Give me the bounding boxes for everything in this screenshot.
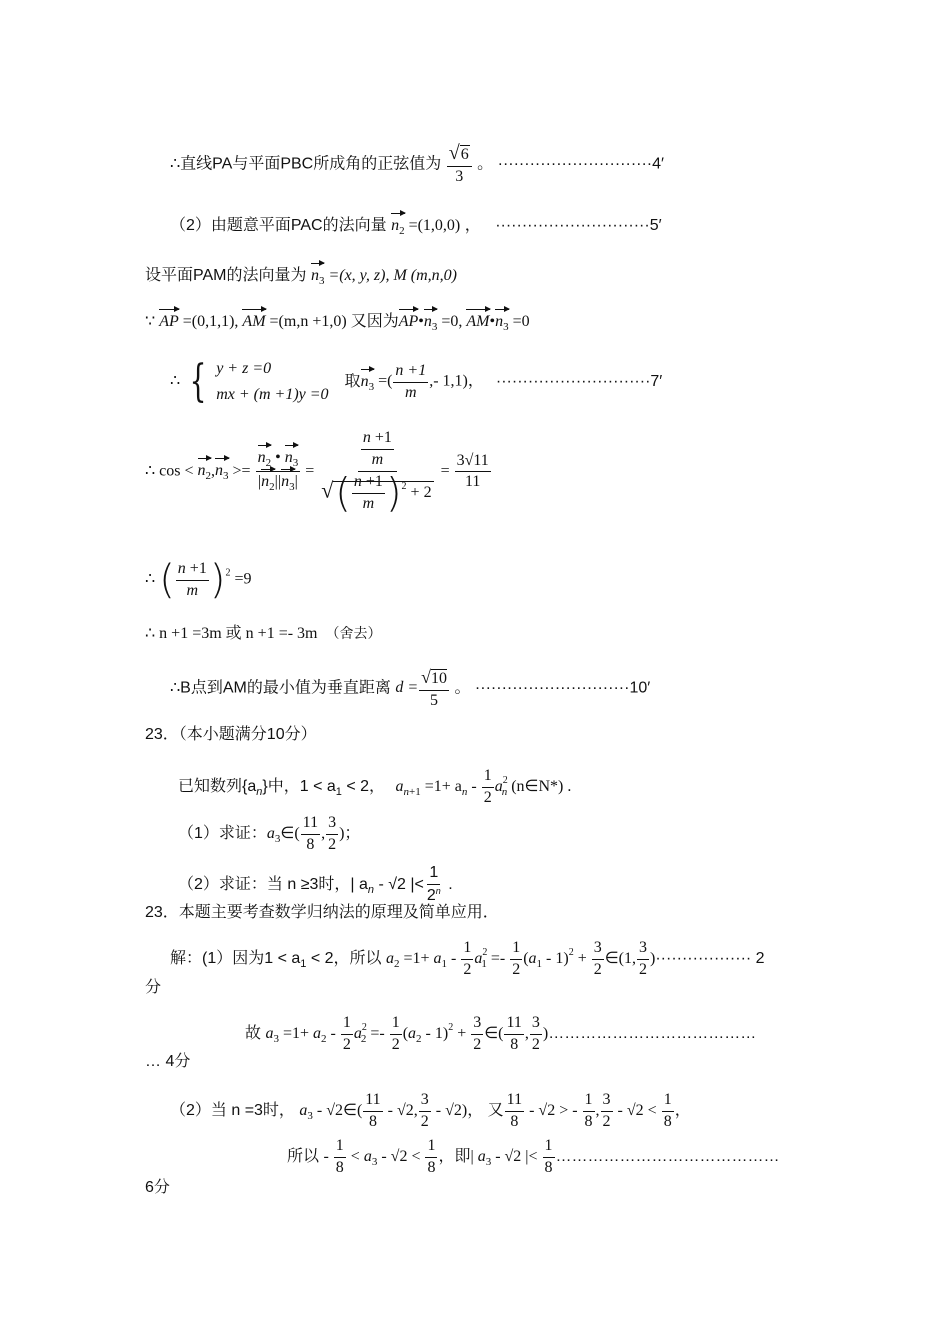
- math: =(m,n +1,0): [269, 313, 347, 330]
- score-label: 分: [145, 979, 162, 996]
- math: =(x, y, z), M (m,n,0): [328, 267, 457, 284]
- text: 已知数列{a: [178, 777, 257, 795]
- math: •: [418, 313, 424, 330]
- math: ∴ cos <: [145, 462, 194, 480]
- text: < 2，: [341, 777, 386, 795]
- line-solutions: [145, 626, 382, 642]
- denominator: 5: [430, 691, 439, 709]
- text: 取: [344, 372, 361, 390]
- text: 。: [454, 679, 471, 697]
- math: =9: [234, 570, 252, 588]
- text: 。: [477, 155, 494, 173]
- math: ,- 1,1): [429, 372, 468, 390]
- line-sine-value: [170, 143, 664, 186]
- sqrt-value: 6: [460, 146, 469, 163]
- question-part2: （2）求证：当 n ≥3时，| $a_n - √2$ |< $\frac{1}{2^n}$ .: [178, 864, 453, 904]
- math: =0: [512, 313, 530, 330]
- sqrt-value: 10: [431, 670, 447, 687]
- score-dots: ·····························10′: [474, 679, 651, 697]
- score-dots: ……………………………………: [555, 1147, 780, 1165]
- text: ，: [464, 217, 481, 234]
- answer-a3: 故 $a_3 =1+ a_2$ - $\frac{1}{2}$ $a^2_2$ =- $\frac{1}{2}$ $(a_2 - 1)^2$ + $\frac{3}{2}$ ∈( $\frac{11}{8}$ , $\frac{3}{2}$ )…………………………………: [245, 1014, 757, 1053]
- score-label: … 4分: [145, 1053, 191, 1070]
- text: }中，1 < a: [262, 777, 336, 795]
- answer-heading: 23．本题主要考查数学归纳法的原理及简单应用．: [145, 904, 499, 921]
- line-square: ∴ ( $\frac{n +1}{m}$ )$^2$ =9: [145, 557, 252, 603]
- text: （1）求证：: [178, 824, 267, 842]
- math: - √2 |<: [374, 876, 424, 894]
- math: =(1,0,0): [408, 217, 461, 234]
- score-dots: ·····························5′: [495, 217, 662, 234]
- text: ，即: [438, 1147, 471, 1165]
- math: ∴ n +1 =3m 或 n +1 =- 3m: [145, 625, 318, 642]
- because-symbol: ∵: [145, 313, 156, 330]
- denominator: m: [405, 383, 417, 401]
- numerator: n +1: [395, 361, 427, 379]
- text: 又因为: [350, 313, 399, 330]
- math: (n∈N*) .: [511, 777, 572, 795]
- score-label: 6分: [145, 1179, 170, 1196]
- question-part1: （1）求证：$a_3\in$( $\frac{11}{8}$ , $\frac{3}{2}$ )；: [178, 814, 361, 853]
- score-dots: ·····························7′: [495, 372, 663, 390]
- text: （2）由题意平面PAC的法向量: [170, 217, 387, 234]
- equation: mx + (m +1)y =0: [216, 386, 329, 403]
- text: ， 又: [467, 1101, 504, 1119]
- math: d =: [395, 679, 419, 697]
- therefore-symbol: ∴: [170, 372, 181, 390]
- text: 故: [245, 1024, 262, 1042]
- math: =0,: [441, 313, 463, 330]
- line-vectors: ∵ AP =(0,1,1), AM =(m,n +1,0) 又因为$AP•n_3 =0$, $AM•n_3 =0$: [145, 313, 530, 333]
- line-cosine: ∴ $\cos < n_2,n_3$ >= $\frac{n_2 • n_3}{|n_2||n_3|}$ = $\frac{n +1}{m}$ √( $\frac{n +1}{m}$ )$^2$ + 2 = $\frac{3√11}{11}$: [145, 429, 489, 517]
- math: =(0,1,1),: [182, 313, 239, 330]
- score-dots: ·················· 2: [655, 949, 765, 967]
- text: < 2，所以: [306, 949, 382, 967]
- text: ∴直线PA与平面PBC所成角的正弦值为: [170, 155, 442, 173]
- text: 解：(1）因为1 < a: [170, 949, 301, 967]
- question-given: 已知数列$\{a_n\}$中，$1 < a_1 < 2$， $a_{n+1} =1+ a_n$ - $\frac{1}{2}$ $a^2_n$ (n∈N*) .: [178, 767, 572, 806]
- question-heading: 23．（本小题满分10分）: [145, 726, 317, 743]
- denominator: 3: [455, 168, 464, 185]
- math: a: [266, 824, 275, 842]
- score-dots: …………………………………: [548, 1024, 757, 1042]
- math: •: [489, 313, 496, 330]
- score-dots: ·····························4′: [497, 155, 665, 173]
- line-normal-pac: （2）由题意平面PAC的法向量 $n_2 =(1,0,0)$ ， ·····························5′: [170, 217, 662, 237]
- answer-part1: 解：(1）因为$1 < a_1 < 2$，所以 $a_2 =1+ a_1$ - $\frac{1}{2}$ $a^2_1$ =- $\frac{1}{2}$ $(a_1 - 1)^2$ + $\frac{3}{2}$ ∈(1, $\frac{3}{2}$ )·················· 2: [170, 939, 765, 978]
- answer-conclusion: 所以 - $\frac{1}{8}$ < $a_3 - √2$ < $\frac{1}{8}$ ，即| $a_3 - √2$ |< $\frac{1}{8}$ ……………………………………: [287, 1137, 780, 1176]
- line-distance: ∴B点到AM的最小值为垂直距离 d = $\frac{√10}{5}$ 。 ·····························10′: [170, 667, 651, 709]
- line-normal-pam: 设平面PAM的法向量为 $n_3 =(x$, y, z), M (m,n,0): [145, 267, 457, 287]
- numerator: 3√11: [455, 453, 491, 473]
- denominator: 11: [465, 473, 481, 491]
- text: （2）求证：当 n ≥3时，| a: [178, 876, 368, 894]
- equation: y + z =0: [216, 360, 272, 377]
- text: 设平面PAM的法向量为: [145, 267, 307, 284]
- line-system: ∴ { y + z =0 mx + (m +1)y =0 取$n_3$ =( $\frac{n +1}{m}$ ,- 1,1)， ·····························7′: [170, 356, 663, 407]
- text: ∴B点到AM的最小值为垂直距离: [170, 679, 391, 697]
- answer-part2: （2）当 n =3时， $a_3$ - √2∈( $\frac{11}{8}$ - √2, $\frac{3}{2}$ - √2)， 又 $\frac{11}{8}$ - √2 > - $\frac{1}{8}$ , $\frac{3}{2}$ - √2 < $\frac{1}{8}$ ，: [170, 1091, 691, 1130]
- note: （舍去）: [325, 625, 382, 641]
- text: （2）当 n =3时，: [170, 1101, 295, 1119]
- text: ，: [467, 372, 484, 390]
- text: 所以: [287, 1147, 320, 1165]
- brace-icon: {: [189, 356, 207, 407]
- fraction: $\frac{√6}{3}$: [447, 143, 472, 186]
- math: =1+ a: [424, 777, 462, 795]
